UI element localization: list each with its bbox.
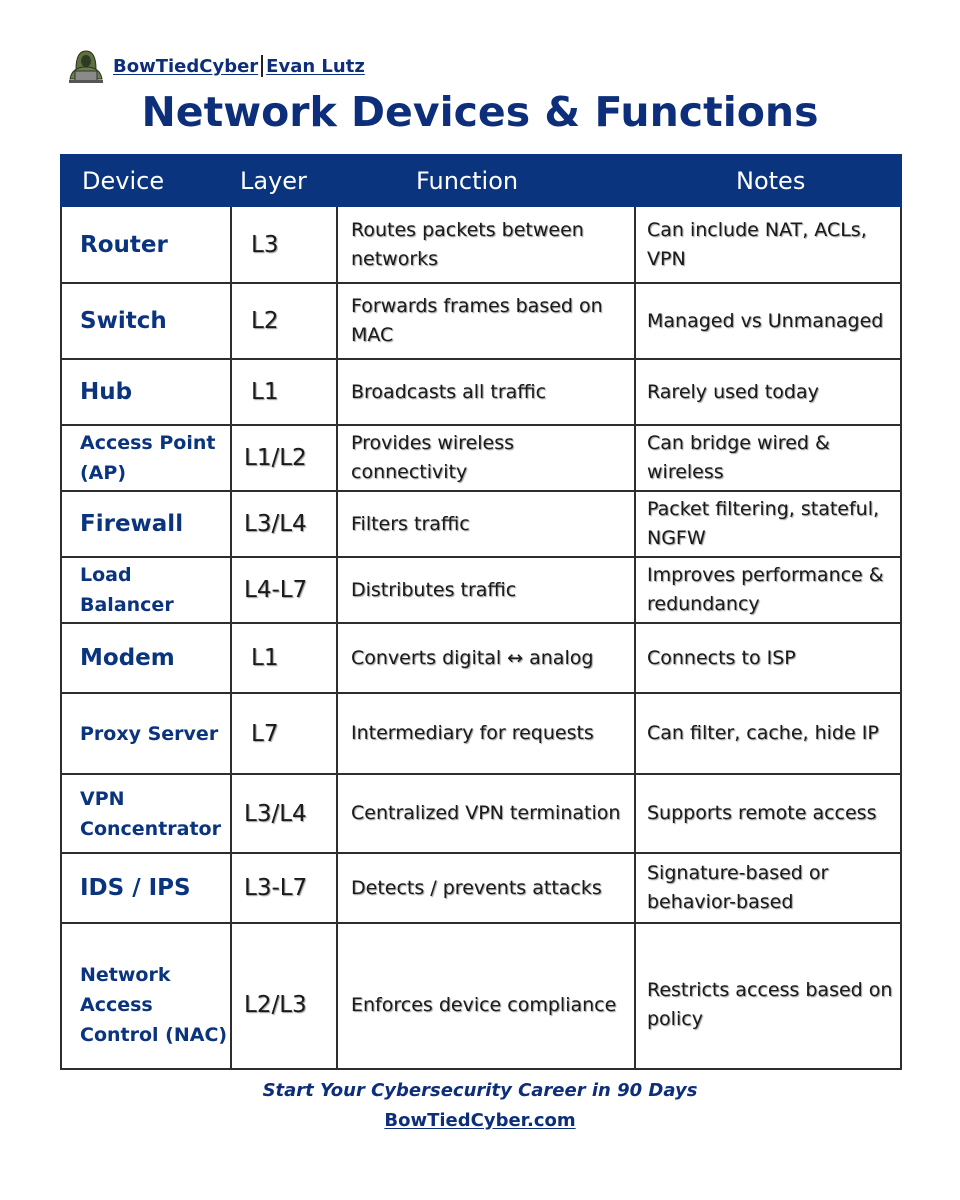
device-cell: Modem (61, 623, 231, 693)
device-cell: VPN Concentrator (61, 774, 231, 853)
device-cell: Access Point (AP) (61, 425, 231, 491)
function-cell: Detects / prevents attacks (337, 853, 635, 923)
device-cell: Proxy Server (61, 693, 231, 774)
layer-cell: L1 (231, 623, 337, 693)
layer-cell: L3-L7 (231, 853, 337, 923)
notes-cell: Improves performance & redundancy (635, 557, 901, 623)
header-layer: Layer (231, 155, 337, 206)
device-cell: Hub (61, 359, 231, 425)
table-header-row (61, 155, 901, 206)
layer-cell: L3 (231, 206, 337, 283)
function-cell: Converts digital ↔ analog (337, 623, 635, 693)
layer-cell: L3/L4 (231, 774, 337, 853)
brand-name-link[interactable]: BowTiedCyber (113, 55, 259, 77)
table-row (61, 359, 901, 425)
notes-cell: Restricts access based on policy (635, 923, 901, 1069)
layer-cell: L3/L4 (231, 491, 337, 557)
table-row (61, 283, 901, 359)
device-cell: IDS / IPS (61, 853, 231, 923)
layer-cell: L2 (231, 283, 337, 359)
function-cell: Provides wireless connectivity (337, 425, 635, 491)
function-cell: Filters traffic (337, 491, 635, 557)
function-cell: Broadcasts all traffic (337, 359, 635, 425)
layer-cell: L1 (231, 359, 337, 425)
notes-cell: Managed vs Unmanaged (635, 283, 901, 359)
device-cell: Network Access Control (NAC) (61, 923, 231, 1069)
table-row (61, 491, 901, 557)
function-cell: Intermediary for requests (337, 693, 635, 774)
hooded-figure-laptop-icon (66, 47, 106, 85)
function-cell: Forwards frames based on MAC (337, 283, 635, 359)
function-cell: Distributes traffic (337, 557, 635, 623)
layer-cell: L4-L7 (231, 557, 337, 623)
table-row (61, 206, 901, 283)
notes-cell: Signature-based or behavior-based (635, 853, 901, 923)
footer-link-wrapper (0, 1110, 960, 1131)
author-name-link[interactable]: Evan Lutz (266, 55, 365, 77)
header-device: Device (61, 155, 231, 206)
header-function: Function (337, 155, 635, 206)
layer-cell: L7 (231, 693, 337, 774)
table-row (61, 557, 901, 623)
function-cell: Centralized VPN termination (337, 774, 635, 853)
device-cell: Router (61, 206, 231, 283)
notes-cell: Connects to ISP (635, 623, 901, 693)
footer-website-link[interactable]: BowTiedCyber.com (384, 1110, 576, 1131)
table-row (61, 693, 901, 774)
notes-cell: Can include NAT, ACLs, VPN (635, 206, 901, 283)
device-cell: Switch (61, 283, 231, 359)
function-cell: Enforces device compliance (337, 923, 635, 1069)
footer-tagline: Start Your Cybersecurity Career in 90 Days (262, 1080, 698, 1101)
table-row (61, 774, 901, 853)
table-row (61, 425, 901, 491)
table-row (61, 853, 901, 923)
notes-cell: Packet filtering, stateful, NGFW (635, 491, 901, 557)
notes-cell: Can bridge wired & wireless (635, 425, 901, 491)
table-row (61, 923, 901, 1069)
table-row (61, 623, 901, 693)
layer-cell: L2/L3 (231, 923, 337, 1069)
layer-cell: L1/L2 (231, 425, 337, 491)
notes-cell: Can filter, cache, hide IP (635, 693, 901, 774)
device-cell: Firewall (61, 491, 231, 557)
device-cell: Load Balancer (61, 557, 231, 623)
page-title: Network Devices & Functions (141, 88, 819, 136)
brand-divider (261, 55, 263, 77)
devices-table (60, 154, 902, 1070)
notes-cell: Rarely used today (635, 359, 901, 425)
header-notes: Notes (635, 155, 901, 206)
brand-bar (66, 46, 365, 86)
function-cell: Routes packets between networks (337, 206, 635, 283)
notes-cell: Supports remote access (635, 774, 901, 853)
